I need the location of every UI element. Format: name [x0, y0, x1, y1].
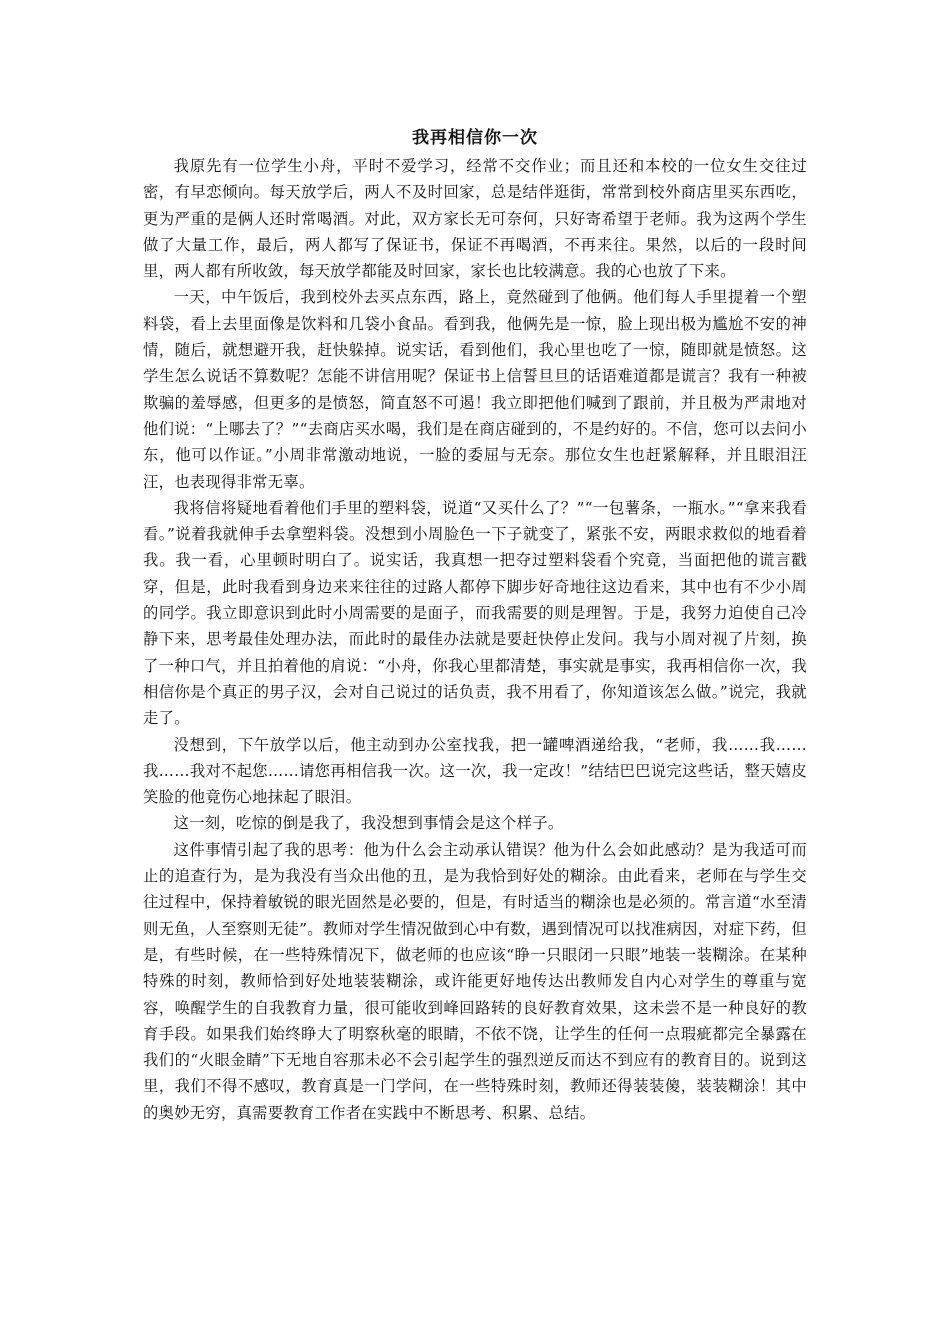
document-title: 我再相信你一次	[412, 128, 538, 148]
paragraph-6: 这件事情引起了我的思考：他为什么会主动承认错误？他为什么会如此感动？是为我适可而止的追查行为，是为我没有当众出他的丑，是为我恰到好处的糊涂。由此看来，老师在与学生交往过程中，保持着敏锐的眼光固然是必要的，但是，有时适当的糊涂也是必须的。常言道“水至清则无鱼，人至察则无徒”。教师对学生情况做到心中有数，遇到情况可以找准病因，对症下药，但是，有些时候，在一些特殊情况下，做老师的也应该“睁一只眼闭一只眼”地装一装糊涂。在某种特殊的时刻，教师恰到好处地装装糊涂，或许能更好地传达出教师发自内心对学生的尊重与宽容，唤醒学生的自我教育力量，很可能收到峰回路转的良好教育效果，这未尝不是一种良好的教育手段。如果我们始终睁大了明察秋毫的眼睛，不依不饶，让学生的任何一点瑕疵都完全暴露在我们的“火眼金睛”下无地自容那未必不会引起学生的强烈逆反而达不到应有的教育目的。说到这里，我们不得不感叹，教育真是一门学问，在一些特殊时刻，教师还得装装傻，装装糊涂！其中的奥妙无穷，真需要教育工作者在实践中不断思考、积累、总结。	[143, 840, 807, 1122]
paragraph-3: 我将信将疑地看着他们手里的塑料袋，说道“又买什么了？”“一包薯条，一瓶水。”“拿来我看看。”说着我就伸手去拿塑料袋。没想到小周脸色一下子就变了，紧张不安，两眼求救似的地看着我。我一看，心里顿时明白了。说实话，我真想一把夺过塑料袋看个究竟，当面把他的谎言戳穿，但是，此时我看到身边来来往往的过路人都停下脚步好奇地往这边看来，其中也有不少小周的同学。我立即意识到此时小周需要的是面子，而我需要的则是理智。于是，我努力迫使自己冷静下来，思考最佳处理办法，而此时的最佳办法就是要赶快停止发问。我与小周对视了片刻，换了一种口气，并且拍着他的肩说：“小舟，你我心里都清楚，事实就是事实，我再相信你一次，我相信你是个真正的男子汉，会对自己说过的话负责，我不用看了，你知道该怎么做。”说完，我就走了。	[143, 498, 807, 728]
paragraph-1: 我原先有一位学生小舟，平时不爱学习，经常不交作业；而且还和本校的一位女生交往过密，有早恋倾向。每天放学后，两人不及时回家，总是结伴逛街，常常到校外商店里买东西吃，更为严重的是俩人还时常喝酒。对此，双方家长无可奈何，只好寄希望于老师。我为这两个学生做了大量工作，最后，两人都写了保证书，保证不再喝酒，不再来往。果然，以后的一段时间里，两人都有所收敛，每天放学都能及时回家，家长也比较满意。我的心也放了下来。	[143, 157, 807, 281]
paragraph-2: 一天，中午饭后，我到校外去买点东西，路上，竟然碰到了他俩。他们每人手里提着一个塑料袋，看上去里面像是饮料和几袋小食品。看到我，他俩先是一惊，脸上现出极为尴尬不安的神情，随后，就想避开我，赶快躲掉。说实话，看到他们，我心里也吃了一惊，随即就是愤怒。这学生怎么说话不算数呢？怎能不讲信用呢？保证书上信誓旦旦的话语难道都是谎言？我有一种被欺骗的羞辱感，但更多的是愤怒，简直怒不可遏！我立即把他们喊到了跟前，并且极为严肃地对他们说：“上哪去了？”“去商店买水喝，我们是在商店碰到的，不是约好的。不信，您可以去问小东，他可以作证。”小周非常激动地说，一脸的委屈与无奈。那位女生也赶紧解释，并且眼泪汪汪，也表现得非常无辜。	[143, 288, 807, 491]
paragraph-4: 没想到，下午放学以后，他主动到办公室找我，把一罐啤酒递给我，“老师，我……我……我……我对不起您……请您再相信我一次。这一次，我一定改！”结结巴巴说完这些话，整天嬉皮笑脸的他竟伤心地抹起了眼泪。	[143, 735, 807, 807]
paragraph-5: 这一刻，吃惊的倒是我了，我没想到事情会是这个样子。	[173, 814, 564, 833]
document-page	[143, 125, 807, 1126]
